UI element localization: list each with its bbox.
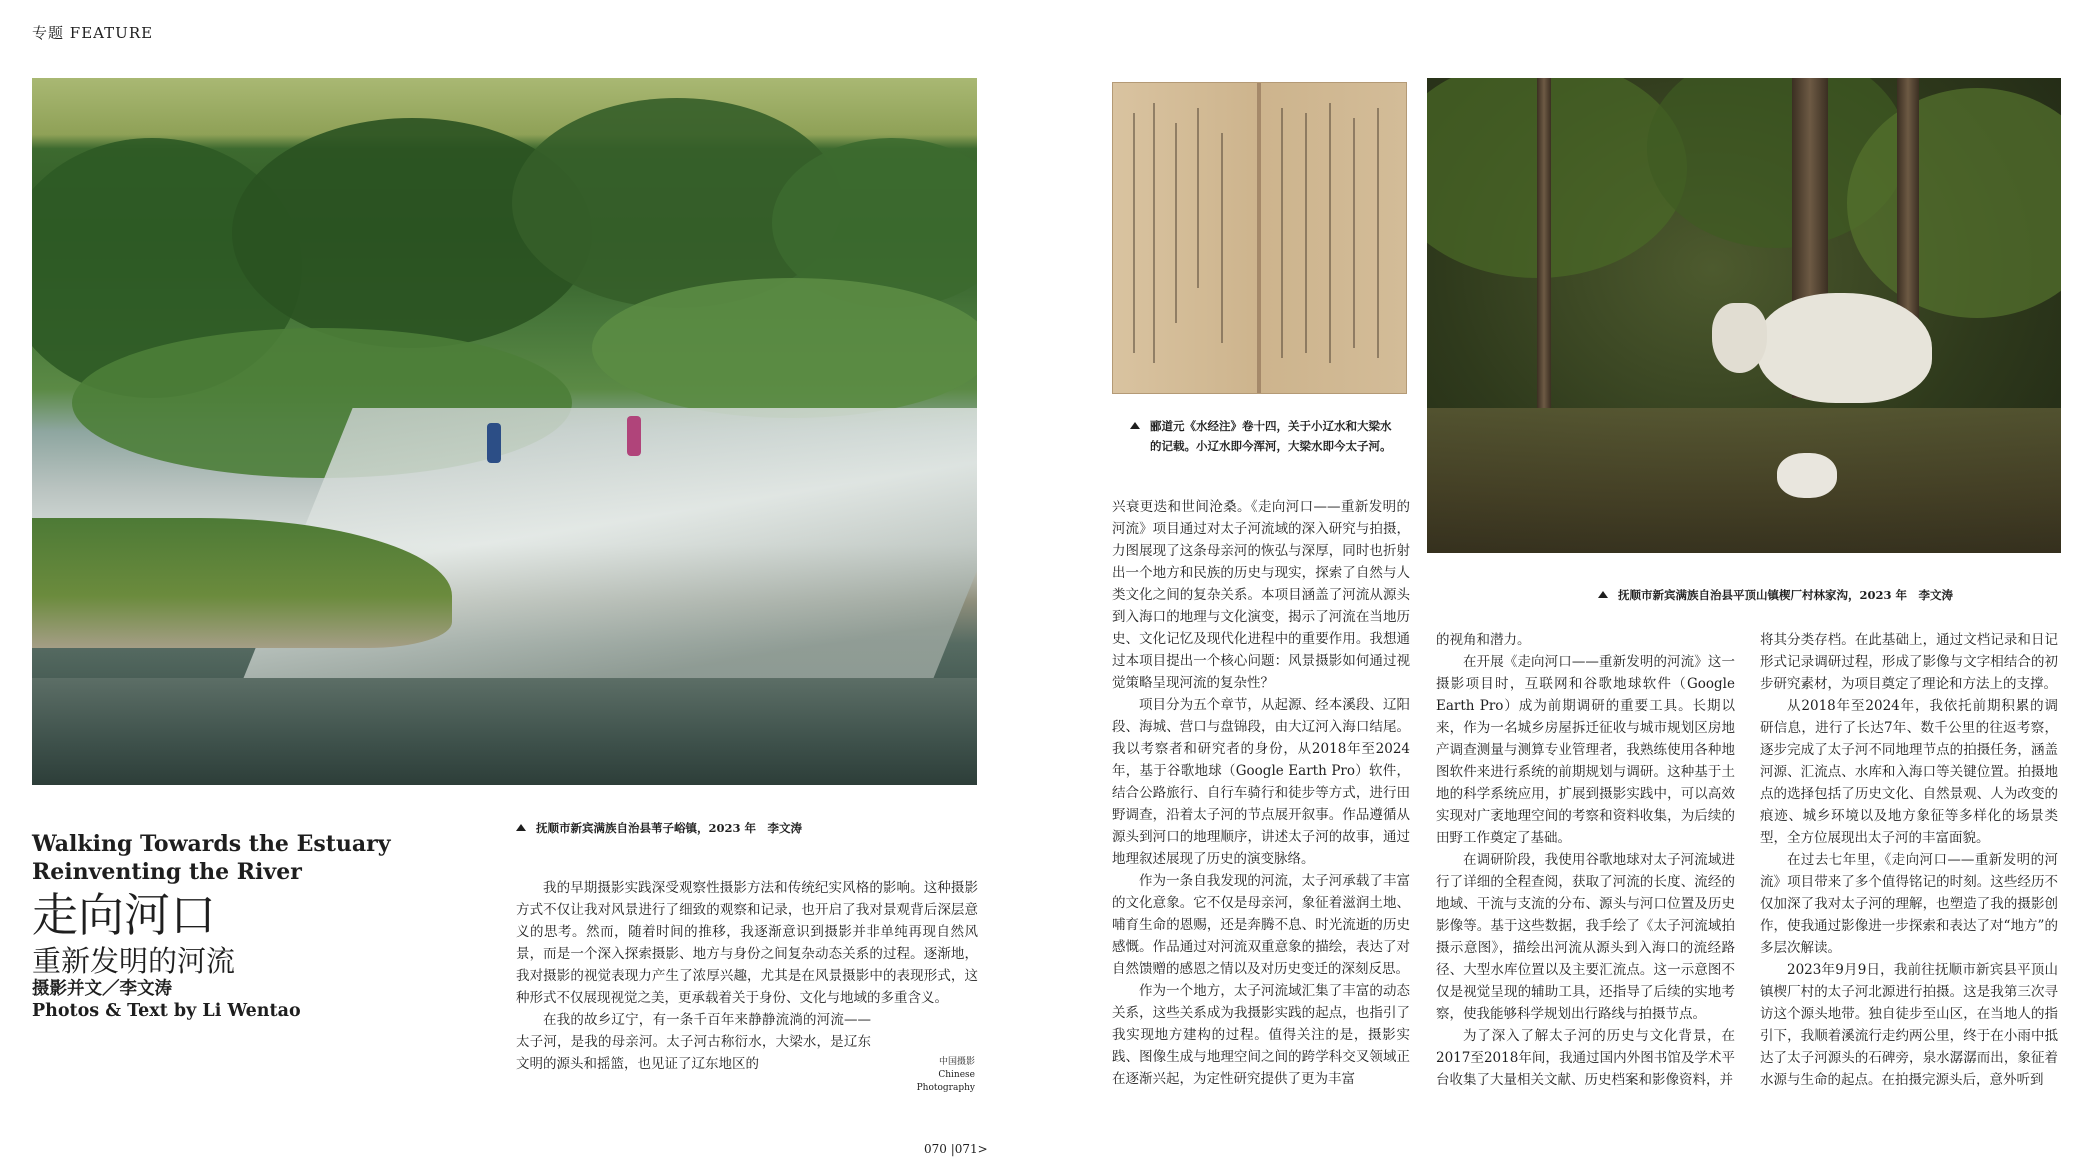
paragraph: 2023年9月9日，我前往抚顺市新宾县平顶山镇楔厂村的太子河北源进行拍摄。这是我第三次寻访这个源头地带。独自徒步至山区，在当地人的指引下，我顺着溪流行走约两公里，终于在小雨中抵达了太子河源头的石碑旁，泉水潺潺而出，象征着水源与生命的起点。在拍摄完源头后，意外听到 [1760,962,2058,1088]
caption-text: 抚顺市新宾满族自治县苇子峪镇，2023 年 李文涛 [536,821,803,835]
section-header [32,22,153,43]
goat-photo-caption [1598,585,1953,605]
paragraph: 作为一条自我发现的河流，太子河承载了丰富的文化意象。它不仅是母亲河，象征着滋润土地、哺育生命的恩赐，还是奔腾不息、时光流逝的历史感慨。作品通过对河流双重意象的描绘，表达了对自然馈赠的感恩之情以及对历史变迁的深刻反思。 [1112,873,1410,977]
section-label-en: FEATURE [69,24,154,42]
page-numbers: 070 |071> [924,1142,988,1156]
book-photo [1112,82,1407,394]
caption-triangle-icon [1130,422,1140,429]
river-photo-caption [516,818,802,838]
paragraph: 为了深入了解太子河的历史与文化背景，在2017至2018年间，我通过国内外图书馆及学术平台收集了大量相关文献、历史档案和影像资料，并 [1436,1028,1735,1088]
paragraph: 项目分为五个章节，从起源、经本溪段、辽阳段、海城、营口与盘锦段，由大辽河入海口结尾。我以考察者和研究者的身份，从2018年至2024年，基于谷歌地球（Google Earth Pro）软件，结合公路旅行、自行车骑行和徒步等方式，进行田野调查，沿着太子河的节点展开叙事。作品遵循从源头到河口的地理顺序，讲述太子河的故事，通过地理叙述展现了历史的演变脉络。 [1112,697,1410,867]
magazine-mark-en2: Photography [916,1083,975,1093]
body-column-2 [1112,496,1410,1090]
byline-english: Photos & Text by Li Wentao [32,1001,301,1021]
caption-text-line2: 的记载。小辽水即今浑河，大梁水即今太子河。 [1150,439,1392,453]
paragraph: 在我的故乡辽宁，有一条千百年来静静流淌的河流——太子河，是我的母亲河。太子河古称衍水，大梁水，是辽东文明的源头和摇篮，也见证了辽东地区的 [516,1012,871,1072]
body-column-4 [1760,629,2058,1091]
paragraph: 在调研阶段，我使用谷歌地球对太子河流域进行了详细的全程查阅，获取了河流的长度、流经的地域、干流与支流的分布、源头与河口位置及历史影像等。基于这些数据，我手绘了《太子河流域拍摄示意图》，描绘出河流从源头到入海口的流经路径、大型水库位置以及主要汇流点。这一示意图不仅是视觉呈现的辅助工具，还指导了后续的实地考察，使我能够科学规划出行路线与拍摄节点。 [1436,852,1735,1022]
body-column-1 [516,877,978,1075]
chinese-title: 走向河口 [32,888,216,942]
english-title-line1: Walking Towards the Estuary [32,831,391,857]
paragraph: 我的早期摄影实践深受观察性摄影方法和传统纪实风格的影响。这种摄影方式不仅让我对风景进行了细致的观察和记录，也开启了我对景观背后深层意义的思考。然而，随着时间的推移，我逐渐意识到摄影并非单纯再现自然风景，而是一个深入探索摄影、地方与身份之间复杂动态关系的过程。逐渐地，我对摄影的视觉表现力产生了浓厚兴趣，尤其是在风景摄影中的表现形式，这种形式不仅展现视觉之美，更承载着关于身份、文化与地域的多重含义。 [516,880,978,1006]
paragraph: 将其分类存档。在此基础上，通过文档记录和日记形式记录调研过程，形成了影像与文字相结合的初步研究素材，为项目奠定了理论和方法上的支撑。 [1760,632,2058,692]
section-label: 专题 [32,24,65,42]
magazine-mark-en1: Chinese [938,1070,975,1080]
byline [32,978,301,1022]
paragraph: 从2018年至2024年，我依托前期积累的调研信息，进行了长达7年、数千公里的往返考察，逐步完成了太子河不同地理节点的拍摄任务，涵盖河源、汇流点、水库和入海口等关键位置。拍摄地点的选择包括了历史文化、自然景观、人为改变的痕迹、城乡环境以及地方象征等多样化的场景类型，全方位展现出太子河的丰富面貌。 [1760,698,2058,846]
caption-triangle-icon [516,824,526,831]
magazine-mark [905,1056,975,1095]
english-title [32,830,391,886]
paragraph: 在开展《走向河口——重新发明的河流》这一摄影项目时，互联网和谷歌地球软件（Google Earth Pro）成为前期调研的重要工具。长期以来，作为一名城乡房屋拆迁征收与城市规划区房地产调查测量与测算专业管理者，我熟练使用各种地图软件来进行系统的前期规划与调研。这种基于土地的科学系统应用，扩展到摄影实践中，可以高效实现对广袤地理空间的考察和资料收集，为后续的田野工作奠定了基础。 [1436,654,1735,846]
english-title-line2: Reinventing the River [32,859,302,885]
paragraph: 的视角和潜力。 [1436,632,1531,648]
caption-text: 抚顺市新宾满族自治县平顶山镇楔厂村林家沟，2023 年 李文涛 [1618,588,1954,602]
paragraph: 在过去七年里，《走向河口——重新发明的河流》项目带来了多个值得铭记的时刻。这些经历不仅加深了我对太子河的理解，也塑造了我的摄影创作，使我通过影像进一步探索和表达了对“地方”的多层次解读。 [1760,852,2058,956]
paragraph: 作为一个地方，太子河流域汇集了丰富的动态关系，这些关系成为我摄影实践的起点，也指引了我实现地方建构的过程。值得关注的是，摄影实践、图像生成与地理空间之间的跨学科交叉领域正在逐渐兴起，为定性研究提供了更为丰富 [1112,983,1410,1087]
book-photo-caption [1130,416,1392,456]
river-photo [32,78,977,785]
magazine-mark-cn: 中国摄影 [938,1057,975,1067]
body-column-3 [1436,629,1735,1091]
chinese-subtitle: 重新发明的河流 [32,944,236,978]
caption-triangle-icon [1598,591,1608,598]
goat-photo [1427,78,2061,553]
byline-chinese: 摄影并文／李文涛 [32,979,172,999]
caption-text-line1: 郦道元《水经注》卷十四，关于小辽水和大梁水 [1150,419,1392,433]
paragraph: 兴衰更迭和世间沧桑。《走向河口——重新发明的河流》项目通过对太子河流域的深入研究与拍摄，力图展现了这条母亲河的恢弘与深厚，同时也折射出一个地方和民族的历史与现实，探索了自然与人类文化之间的复杂关系。本项目涵盖了河流从源头到入海口的地理与文化演变，揭示了河流在当地历史、文化记忆及现代化进程中的重要作用。我想通过本项目提出一个核心问题：风景摄影如何通过视觉策略呈现河流的复杂性？ [1112,499,1410,691]
